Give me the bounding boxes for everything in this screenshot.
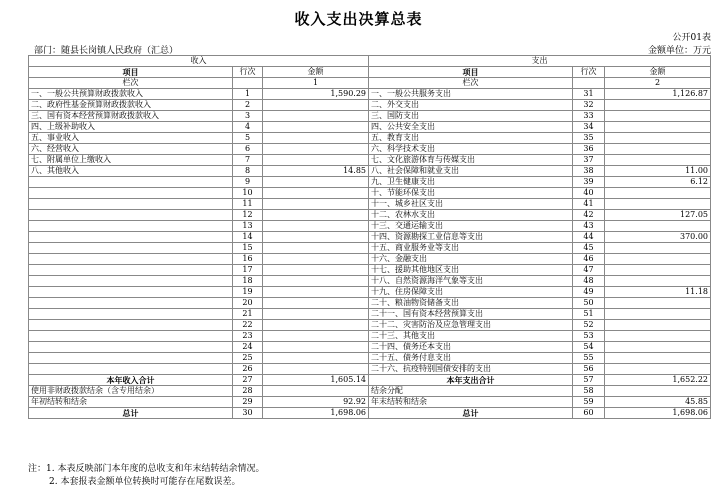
expense-row-no-cell: 40 bbox=[573, 188, 605, 199]
income-item-cell bbox=[29, 177, 233, 188]
table-row bbox=[29, 276, 711, 287]
table-row bbox=[29, 177, 711, 188]
income-amount-cell: 92.92 bbox=[263, 397, 369, 408]
income-amount-cell bbox=[263, 265, 369, 276]
expense-amount-cell: 127.05 bbox=[605, 210, 711, 221]
expense-amount-cell bbox=[605, 199, 711, 210]
expense-row-no-cell: 48 bbox=[573, 276, 605, 287]
department-label: 部门：随县长岗镇人民政府（汇总） bbox=[34, 46, 179, 56]
expense-amount-cell bbox=[605, 386, 711, 397]
expense-amount-header: 金额 bbox=[605, 67, 711, 78]
expense-item-cell: 二十五、债务付息支出 bbox=[369, 353, 573, 364]
income-item-cell bbox=[29, 353, 233, 364]
income-column-index: 1 bbox=[263, 78, 369, 89]
income-amount-header: 金额 bbox=[263, 67, 369, 78]
expense-row-no-cell: 49 bbox=[573, 287, 605, 298]
table-row bbox=[29, 133, 711, 144]
expense-amount-cell bbox=[605, 265, 711, 276]
income-item-cell: 四、上级补助收入 bbox=[29, 122, 233, 133]
expense-row-no-cell: 58 bbox=[573, 386, 605, 397]
income-item-header: 项目 bbox=[29, 67, 233, 78]
income-row-no-cell: 1 bbox=[233, 89, 263, 100]
table-row bbox=[29, 364, 711, 375]
income-row-no-cell: 3 bbox=[233, 111, 263, 122]
income-item-cell: 本年收入合计 bbox=[29, 375, 233, 386]
column-index-row bbox=[29, 78, 711, 89]
expense-row-no-cell: 41 bbox=[573, 199, 605, 210]
expense-amount-cell bbox=[605, 331, 711, 342]
table-body bbox=[29, 89, 711, 419]
income-row-no-cell: 16 bbox=[233, 254, 263, 265]
expense-amount-cell bbox=[605, 111, 711, 122]
income-amount-cell bbox=[263, 188, 369, 199]
expense-row-no-cell: 37 bbox=[573, 155, 605, 166]
income-amount-cell bbox=[263, 309, 369, 320]
table-row bbox=[29, 243, 711, 254]
expense-row-no-cell: 54 bbox=[573, 342, 605, 353]
expense-row-no-cell: 60 bbox=[573, 408, 605, 419]
expense-amount-cell: 11.18 bbox=[605, 287, 711, 298]
expense-item-cell: 二十三、其他支出 bbox=[369, 331, 573, 342]
expense-item-cell: 十六、金融支出 bbox=[369, 254, 573, 265]
income-item-cell bbox=[29, 276, 233, 287]
income-item-cell bbox=[29, 364, 233, 375]
income-row-no-cell: 6 bbox=[233, 144, 263, 155]
income-item-cell: 五、事业收入 bbox=[29, 133, 233, 144]
expense-amount-cell bbox=[605, 133, 711, 144]
income-amount-cell bbox=[263, 177, 369, 188]
income-item-cell bbox=[29, 243, 233, 254]
expense-amount-cell bbox=[605, 298, 711, 309]
income-amount-cell bbox=[263, 353, 369, 364]
table-row bbox=[29, 298, 711, 309]
income-group-header: 收入 bbox=[29, 56, 369, 67]
income-row-no-cell: 28 bbox=[233, 386, 263, 397]
income-row-no-cell: 12 bbox=[233, 210, 263, 221]
income-row-no-cell: 23 bbox=[233, 331, 263, 342]
amount-unit-label: 金额单位：万元 bbox=[647, 46, 711, 56]
table-row bbox=[29, 309, 711, 320]
income-amount-cell bbox=[263, 287, 369, 298]
income-item-cell: 年初结转和结余 bbox=[29, 397, 233, 408]
group-header-row bbox=[29, 56, 711, 67]
expense-column-index-blank bbox=[573, 78, 605, 89]
expense-amount-cell bbox=[605, 309, 711, 320]
income-amount-cell bbox=[263, 254, 369, 265]
income-item-cell: 二、政府性基金预算财政拨款收入 bbox=[29, 100, 233, 111]
income-item-cell bbox=[29, 188, 233, 199]
expense-row-no-cell: 35 bbox=[573, 133, 605, 144]
income-item-cell bbox=[29, 232, 233, 243]
income-column-label: 栏次 bbox=[29, 78, 233, 89]
report-title: 收入支出决算总表 bbox=[294, 10, 423, 28]
income-row-no-cell: 25 bbox=[233, 353, 263, 364]
expense-row-no-cell: 50 bbox=[573, 298, 605, 309]
income-amount-cell bbox=[263, 243, 369, 254]
income-amount-cell bbox=[263, 199, 369, 210]
expense-item-cell: 五、教育支出 bbox=[369, 133, 573, 144]
income-column-index-blank bbox=[233, 78, 263, 89]
income-row-no-cell: 5 bbox=[233, 133, 263, 144]
expense-item-cell: 八、社会保障和就业支出 bbox=[369, 166, 573, 177]
expense-row-no-cell: 47 bbox=[573, 265, 605, 276]
income-amount-cell bbox=[263, 221, 369, 232]
expense-row-no-cell: 43 bbox=[573, 221, 605, 232]
income-row-no-cell: 20 bbox=[233, 298, 263, 309]
expense-amount-cell bbox=[605, 276, 711, 287]
income-amount-cell bbox=[263, 298, 369, 309]
expense-item-cell: 十四、资源勘探工业信息等支出 bbox=[369, 232, 573, 243]
expense-item-cell: 九、卫生健康支出 bbox=[369, 177, 573, 188]
income-row-no-cell: 11 bbox=[233, 199, 263, 210]
expense-row-no-cell: 46 bbox=[573, 254, 605, 265]
income-amount-cell bbox=[263, 331, 369, 342]
income-item-cell bbox=[29, 298, 233, 309]
table-row bbox=[29, 353, 711, 364]
expense-item-cell: 二十六、抗疫特别国债安排的支出 bbox=[369, 364, 573, 375]
form-code: 公开01表 bbox=[672, 33, 711, 43]
income-amount-cell bbox=[263, 342, 369, 353]
expense-row-no-cell: 57 bbox=[573, 375, 605, 386]
table-row bbox=[29, 287, 711, 298]
expense-column-index: 2 bbox=[605, 78, 711, 89]
income-item-cell bbox=[29, 287, 233, 298]
expense-row-no-cell: 55 bbox=[573, 353, 605, 364]
income-row-no-cell: 8 bbox=[233, 166, 263, 177]
income-item-cell bbox=[29, 320, 233, 331]
expense-column-label: 栏次 bbox=[369, 78, 573, 89]
income-item-cell: 六、经营收入 bbox=[29, 144, 233, 155]
expense-amount-cell bbox=[605, 320, 711, 331]
expense-amount-cell: 1,126.87 bbox=[605, 89, 711, 100]
income-expense-table bbox=[28, 55, 711, 419]
expense-amount-cell bbox=[605, 353, 711, 364]
expense-row-no-cell: 33 bbox=[573, 111, 605, 122]
income-row-no-cell: 13 bbox=[233, 221, 263, 232]
income-row-no-cell: 7 bbox=[233, 155, 263, 166]
expense-item-cell: 总计 bbox=[369, 408, 573, 419]
income-amount-cell: 1,605.14 bbox=[263, 375, 369, 386]
expense-amount-cell bbox=[605, 155, 711, 166]
table-row bbox=[29, 100, 711, 111]
income-row-no-cell: 29 bbox=[233, 397, 263, 408]
table-row bbox=[29, 155, 711, 166]
expense-item-cell: 七、文化旅游体育与传媒支出 bbox=[369, 155, 573, 166]
income-row-no-cell: 22 bbox=[233, 320, 263, 331]
income-item-cell bbox=[29, 199, 233, 210]
expense-amount-cell bbox=[605, 243, 711, 254]
income-amount-cell bbox=[263, 100, 369, 111]
income-amount-cell bbox=[263, 144, 369, 155]
expense-item-cell: 一、一般公共服务支出 bbox=[369, 89, 573, 100]
income-item-cell: 八、其他收入 bbox=[29, 166, 233, 177]
expense-row-no-cell: 42 bbox=[573, 210, 605, 221]
expense-item-cell: 十五、商业服务业等支出 bbox=[369, 243, 573, 254]
column-header-row bbox=[29, 67, 711, 78]
income-row-no-cell: 4 bbox=[233, 122, 263, 133]
expense-item-cell: 十七、援助其他地区支出 bbox=[369, 265, 573, 276]
table-row bbox=[29, 320, 711, 331]
expense-row-no-header: 行次 bbox=[573, 67, 605, 78]
income-amount-cell bbox=[263, 122, 369, 133]
income-row-no-cell: 18 bbox=[233, 276, 263, 287]
expense-amount-cell: 6.12 bbox=[605, 177, 711, 188]
expense-amount-cell bbox=[605, 221, 711, 232]
expense-row-no-cell: 32 bbox=[573, 100, 605, 111]
table-row bbox=[29, 122, 711, 133]
table-row bbox=[29, 232, 711, 243]
income-amount-cell: 1,698.06 bbox=[263, 408, 369, 419]
table-row bbox=[29, 331, 711, 342]
expense-amount-cell: 11.00 bbox=[605, 166, 711, 177]
expense-item-cell: 三、国防支出 bbox=[369, 111, 573, 122]
income-amount-cell bbox=[263, 320, 369, 331]
expense-item-cell: 十一、城乡社区支出 bbox=[369, 199, 573, 210]
expense-amount-cell: 45.85 bbox=[605, 397, 711, 408]
expense-amount-cell bbox=[605, 144, 711, 155]
income-item-cell: 三、国有资本经营预算财政拨款收入 bbox=[29, 111, 233, 122]
expense-row-no-cell: 31 bbox=[573, 89, 605, 100]
note-2: 2. 本套报表金额单位转换时可能存在尾数误差。 bbox=[49, 477, 241, 487]
income-item-cell bbox=[29, 254, 233, 265]
income-item-cell bbox=[29, 342, 233, 353]
note-1: 注：1. 本表反映部门本年度的总收支和年末结转结余情况。 bbox=[28, 464, 265, 474]
income-amount-cell bbox=[263, 133, 369, 144]
table-row bbox=[29, 166, 711, 177]
table-row bbox=[29, 254, 711, 265]
income-item-cell: 一、一般公共预算财政拨款收入 bbox=[29, 89, 233, 100]
expense-amount-cell: 1,698.06 bbox=[605, 408, 711, 419]
expense-item-cell: 十三、交通运输支出 bbox=[369, 221, 573, 232]
income-row-no-cell: 24 bbox=[233, 342, 263, 353]
income-item-cell bbox=[29, 210, 233, 221]
income-row-no-cell: 9 bbox=[233, 177, 263, 188]
expense-row-no-cell: 45 bbox=[573, 243, 605, 254]
income-item-cell: 总计 bbox=[29, 408, 233, 419]
expense-item-cell: 二十四、债务还本支出 bbox=[369, 342, 573, 353]
income-amount-cell bbox=[263, 386, 369, 397]
expense-item-cell: 四、公共安全支出 bbox=[369, 122, 573, 133]
table-row bbox=[29, 144, 711, 155]
income-row-no-cell: 30 bbox=[233, 408, 263, 419]
expense-item-cell: 二、外交支出 bbox=[369, 100, 573, 111]
income-row-no-cell: 21 bbox=[233, 309, 263, 320]
income-row-no-cell: 27 bbox=[233, 375, 263, 386]
income-amount-cell bbox=[263, 111, 369, 122]
expense-group-header: 支出 bbox=[369, 56, 711, 67]
income-amount-cell bbox=[263, 210, 369, 221]
income-row-no-cell: 10 bbox=[233, 188, 263, 199]
expense-item-cell: 年末结转和结余 bbox=[369, 397, 573, 408]
expense-amount-cell bbox=[605, 100, 711, 111]
table-row bbox=[29, 397, 711, 408]
income-row-no-cell: 19 bbox=[233, 287, 263, 298]
expense-row-no-cell: 44 bbox=[573, 232, 605, 243]
income-row-no-cell: 26 bbox=[233, 364, 263, 375]
table-row bbox=[29, 221, 711, 232]
table-row bbox=[29, 375, 711, 386]
table-row bbox=[29, 199, 711, 210]
income-row-no-header: 行次 bbox=[233, 67, 263, 78]
income-amount-cell bbox=[263, 276, 369, 287]
expense-item-cell: 二十、粮油物资储备支出 bbox=[369, 298, 573, 309]
expense-row-no-cell: 51 bbox=[573, 309, 605, 320]
table-row bbox=[29, 188, 711, 199]
table-row bbox=[29, 386, 711, 397]
expense-item-cell: 十八、自然资源海洋气象等支出 bbox=[369, 276, 573, 287]
income-item-cell bbox=[29, 265, 233, 276]
expense-amount-cell bbox=[605, 364, 711, 375]
expense-item-cell: 二十一、国有资本经营预算支出 bbox=[369, 309, 573, 320]
income-item-cell: 使用非财政拨款结余（含专用结余） bbox=[29, 386, 233, 397]
table-row bbox=[29, 111, 711, 122]
expense-row-no-cell: 39 bbox=[573, 177, 605, 188]
table-row bbox=[29, 342, 711, 353]
expense-row-no-cell: 59 bbox=[573, 397, 605, 408]
income-amount-cell bbox=[263, 232, 369, 243]
income-amount-cell bbox=[263, 364, 369, 375]
expense-row-no-cell: 36 bbox=[573, 144, 605, 155]
expense-item-header: 项目 bbox=[369, 67, 573, 78]
income-item-cell: 七、附属单位上缴收入 bbox=[29, 155, 233, 166]
expense-item-cell: 二十二、灾害防治及应急管理支出 bbox=[369, 320, 573, 331]
income-amount-cell: 14.85 bbox=[263, 166, 369, 177]
income-row-no-cell: 15 bbox=[233, 243, 263, 254]
expense-item-cell: 六、科学技术支出 bbox=[369, 144, 573, 155]
income-row-no-cell: 2 bbox=[233, 100, 263, 111]
expense-item-cell: 十九、住房保障支出 bbox=[369, 287, 573, 298]
income-item-cell bbox=[29, 221, 233, 232]
expense-item-cell: 结余分配 bbox=[369, 386, 573, 397]
expense-row-no-cell: 34 bbox=[573, 122, 605, 133]
income-amount-cell: 1,590.29 bbox=[263, 89, 369, 100]
income-amount-cell bbox=[263, 155, 369, 166]
expense-row-no-cell: 53 bbox=[573, 331, 605, 342]
income-row-no-cell: 14 bbox=[233, 232, 263, 243]
expense-row-no-cell: 56 bbox=[573, 364, 605, 375]
expense-amount-cell bbox=[605, 254, 711, 265]
table-row bbox=[29, 89, 711, 100]
expense-item-cell: 十二、农林水支出 bbox=[369, 210, 573, 221]
expense-amount-cell: 1,652.22 bbox=[605, 375, 711, 386]
expense-amount-cell: 370.00 bbox=[605, 232, 711, 243]
expense-item-cell: 本年支出合计 bbox=[369, 375, 573, 386]
expense-amount-cell bbox=[605, 188, 711, 199]
table-row bbox=[29, 408, 711, 419]
income-item-cell bbox=[29, 309, 233, 320]
table-row bbox=[29, 265, 711, 276]
expense-row-no-cell: 38 bbox=[573, 166, 605, 177]
expense-row-no-cell: 52 bbox=[573, 320, 605, 331]
expense-item-cell: 十、节能环保支出 bbox=[369, 188, 573, 199]
expense-amount-cell bbox=[605, 342, 711, 353]
income-item-cell bbox=[29, 331, 233, 342]
table-row bbox=[29, 210, 711, 221]
income-row-no-cell: 17 bbox=[233, 265, 263, 276]
expense-amount-cell bbox=[605, 122, 711, 133]
